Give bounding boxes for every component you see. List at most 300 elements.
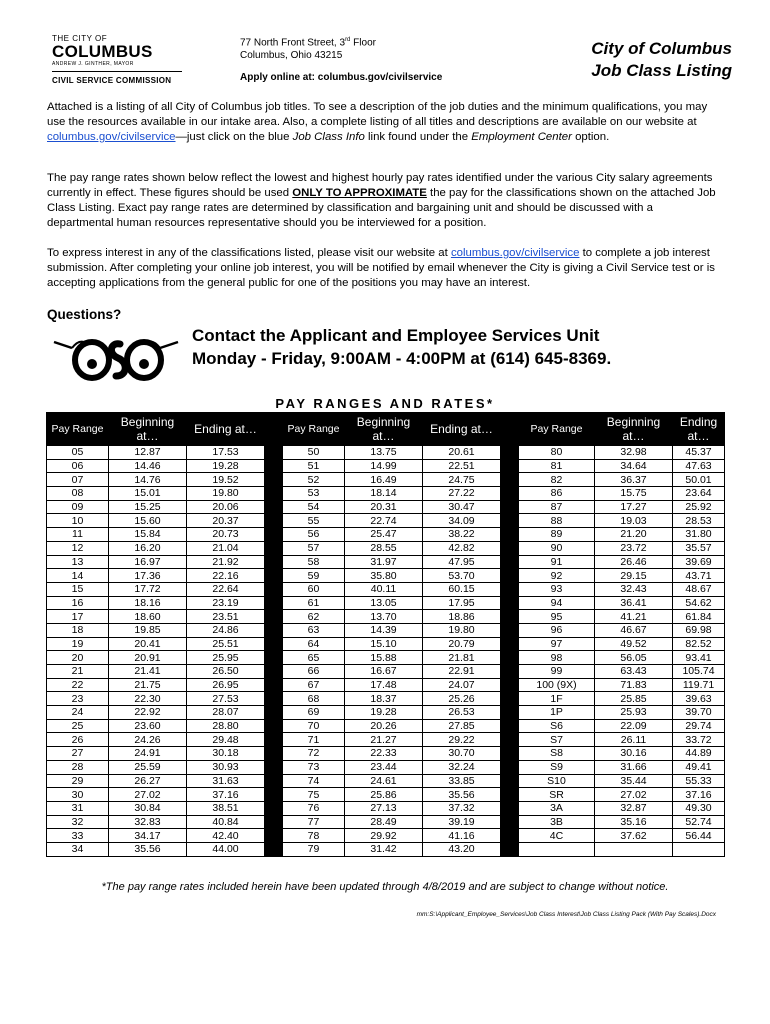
column-header: Ending at… [187,413,265,446]
table-cell: 47.95 [423,555,501,569]
column-separator [265,596,283,610]
table-cell: 20.79 [423,637,501,651]
column-separator [265,555,283,569]
column-separator [501,774,519,788]
table-cell: 79 [283,842,345,856]
column-separator [265,623,283,637]
column-separator [265,582,283,596]
column-separator [501,637,519,651]
table-cell: 67 [283,678,345,692]
table-row [47,500,725,514]
table-cell: 22.33 [345,747,423,761]
table-cell: 57 [283,541,345,555]
table-cell: 31.97 [345,555,423,569]
table-cell: 30.47 [423,500,501,514]
table-cell: 95 [519,610,595,624]
column-separator [265,678,283,692]
table-cell: 15.84 [109,528,187,542]
table-row [47,528,725,542]
table-cell: 15.60 [109,514,187,528]
table-cell: 72 [283,747,345,761]
table-cell: 61.84 [673,610,725,624]
table-cell: 68 [283,692,345,706]
table-row [47,665,725,679]
table-cell: 39.63 [673,692,725,706]
table-cell: 19.28 [345,706,423,720]
table-cell: 100 (9X) [519,678,595,692]
table-cell: 34.17 [109,829,187,843]
table-cell: 50.01 [673,473,725,487]
column-header: Beginning at… [595,413,673,446]
table-cell: 16.49 [345,473,423,487]
table-cell: 32 [47,815,109,829]
table-row [47,760,725,774]
contact-info [192,324,611,370]
table-cell: 24.75 [423,473,501,487]
table-cell: 23.60 [109,719,187,733]
table-cell: 59 [283,569,345,583]
title-line1: City of Columbus [591,39,732,58]
table-cell: 24 [47,706,109,720]
table-cell: 27.22 [423,487,501,501]
table-cell: 32.43 [595,582,673,596]
table-cell: 31.66 [595,760,673,774]
table-cell: 52.74 [673,815,725,829]
table-header-row [47,413,725,446]
table-cell: 17.72 [109,582,187,596]
table-cell: 73 [283,760,345,774]
table-cell: 20.73 [187,528,265,542]
table-cell: 36.37 [595,473,673,487]
column-separator [501,446,519,460]
table-cell: 49.41 [673,760,725,774]
table-cell: 17 [47,610,109,624]
table-row [47,678,725,692]
table-cell: 22.91 [423,665,501,679]
table-cell: 13 [47,555,109,569]
column-separator [501,623,519,637]
table-cell: 69 [283,706,345,720]
column-separator [265,610,283,624]
table-cell: 28.80 [187,719,265,733]
column-separator [501,842,519,856]
table-cell: 21.41 [109,665,187,679]
p2-text-b: the pay for the classifications shown on the attached Job Class Listing. Exact pay range rates are determined by classification and bargaining unit and should be discussed with a departmental human resources representative should you be interviewed for a position. [47,187,716,229]
table-cell: 17.95 [423,596,501,610]
column-separator [265,446,283,460]
civilservice-link[interactable]: columbus.gov/civilservice [47,131,176,143]
table-cell: 35.56 [109,842,187,856]
table-cell: 13.70 [345,610,423,624]
table-cell: 29 [47,774,109,788]
table-cell: 88 [519,514,595,528]
table-cell [595,842,673,856]
table-cell: 36.41 [595,596,673,610]
column-separator [501,555,519,569]
table-cell: 25.93 [595,706,673,720]
table-cell: 33.85 [423,774,501,788]
table-cell: 30.70 [423,747,501,761]
table-cell: 21.81 [423,651,501,665]
contact-line1: Contact the Applicant and Employee Services Unit [192,326,600,345]
table-cell: 22.30 [109,692,187,706]
table-cell: 29.92 [345,829,423,843]
column-separator [265,637,283,651]
column-separator [265,733,283,747]
table-cell: 18.16 [109,596,187,610]
column-separator [265,788,283,802]
table-cell: 14.99 [345,459,423,473]
table-cell: 41.16 [423,829,501,843]
table-cell: 32.87 [595,801,673,815]
table-cell: 26.27 [109,774,187,788]
table-cell: 71 [283,733,345,747]
table-cell: 25.51 [187,637,265,651]
table-cell: 45.37 [673,446,725,460]
table-row [47,651,725,665]
column-separator [501,610,519,624]
table-row [47,774,725,788]
document-title [591,38,732,82]
table-cell: 31.63 [187,774,265,788]
table-cell: 21.04 [187,541,265,555]
table-cell: 29.22 [423,733,501,747]
table-cell: 28.53 [673,514,725,528]
table-cell: 90 [519,541,595,555]
intro-paragraph-1 [47,100,722,145]
table-cell: 19 [47,637,109,651]
column-separator [265,842,283,856]
column-separator [501,500,519,514]
table-cell: 26.53 [423,706,501,720]
table-cell: 27.02 [109,788,187,802]
table-cell: 51 [283,459,345,473]
table-cell: 25.86 [345,788,423,802]
table-cell: 27 [47,747,109,761]
column-separator [265,719,283,733]
table-cell: 55 [283,514,345,528]
column-header: Pay Range [519,413,595,446]
pay-table-title: PAY RANGES AND RATES* [275,396,495,411]
contact-line2: Monday - Friday, 9:00AM - 4:00PM at (614) 645-8369. [192,349,612,368]
table-cell: 17.48 [345,678,423,692]
table-cell: 24.07 [423,678,501,692]
table-cell: 28.55 [345,541,423,555]
table-cell: 23.64 [673,487,725,501]
table-cell: 25.26 [423,692,501,706]
page-header [52,30,732,90]
table-cell: 15 [47,582,109,596]
table-cell: 13.05 [345,596,423,610]
table-cell: 87 [519,500,595,514]
table-cell: 13.75 [345,446,423,460]
table-cell: 19.52 [187,473,265,487]
table-cell: 19.80 [423,623,501,637]
table-cell: 91 [519,555,595,569]
table-cell: 44.00 [187,842,265,856]
table-cell: 17.27 [595,500,673,514]
table-cell: 40.84 [187,815,265,829]
table-cell: 14.39 [345,623,423,637]
table-cell: 20.26 [345,719,423,733]
table-row [47,801,725,815]
column-separator [265,829,283,843]
table-row [47,733,725,747]
table-cell: 38.51 [187,801,265,815]
title-line2: Job Class Listing [591,61,732,80]
column-separator [265,459,283,473]
table-cell: 70 [283,719,345,733]
table-cell: 39.69 [673,555,725,569]
column-separator [265,487,283,501]
column-separator [501,801,519,815]
table-cell: 80 [519,446,595,460]
column-header: Beginning at… [109,413,187,446]
table-cell: 3B [519,815,595,829]
table-cell: 15.25 [109,500,187,514]
column-separator [265,473,283,487]
table-row [47,788,725,802]
table-cell: 65 [283,651,345,665]
table-cell: 15.10 [345,637,423,651]
table-cell: 19.80 [187,487,265,501]
table-cell: 42.82 [423,541,501,555]
table-cell: 30 [47,788,109,802]
column-separator [501,829,519,843]
table-cell: 4C [519,829,595,843]
table-cell: 24.86 [187,623,265,637]
table-cell: 1P [519,706,595,720]
footnote: *The pay range rates included herein have been updated through 4/8/2019 and are subject to change without notice. [101,881,669,893]
table-cell: 41.21 [595,610,673,624]
table-cell: 56.05 [595,651,673,665]
table-cell: 96 [519,623,595,637]
table-cell: 15.01 [109,487,187,501]
table-cell: 56 [283,528,345,542]
table-cell: 27.53 [187,692,265,706]
table-cell: 54.62 [673,596,725,610]
table-cell: 93 [519,582,595,596]
table-cell: 105.74 [673,665,725,679]
table-cell: 21.75 [109,678,187,692]
table-cell: 50 [283,446,345,460]
table-cell: 15.75 [595,487,673,501]
table-cell: 35.16 [595,815,673,829]
table-cell: 60 [283,582,345,596]
column-separator [501,514,519,528]
table-cell: 23.44 [345,760,423,774]
table-cell: 20.37 [187,514,265,528]
table-cell: 27.02 [595,788,673,802]
column-separator [265,528,283,542]
table-cell: 22.74 [345,514,423,528]
table-cell: 89 [519,528,595,542]
table-cell: 43.71 [673,569,725,583]
table-cell: 21.20 [595,528,673,542]
table-cell: 49.30 [673,801,725,815]
column-separator [265,500,283,514]
table-cell: 23.72 [595,541,673,555]
table-cell: 24.61 [345,774,423,788]
p3-text-a: To express interest in any of the classifications listed, please visit our website at [47,247,451,259]
p3-text-b: to complete a job interest submission. After completing your online job interest, you will be notified by email whenever the City is giving a Civil Service test or is accepting applications from the general public for one of the positions you may have an interest. [47,247,715,289]
table-cell: 05 [47,446,109,460]
table-cell: 23.51 [187,610,265,624]
table-cell: 19.28 [187,459,265,473]
column-separator [265,774,283,788]
column-separator [501,678,519,692]
table-cell: S8 [519,747,595,761]
table-cell: 20.31 [345,500,423,514]
table-cell: 40.11 [345,582,423,596]
table-cell: 81 [519,459,595,473]
column-separator [501,569,519,583]
table-cell: 10 [47,514,109,528]
table-cell: 94 [519,596,595,610]
table-cell: 22.64 [187,582,265,596]
table-cell: S7 [519,733,595,747]
table-cell: 28.07 [187,706,265,720]
column-header: Beginning at… [345,413,423,446]
column-separator [501,651,519,665]
column-separator [265,692,283,706]
city-logo [52,34,192,85]
table-cell: 63 [283,623,345,637]
table-cell: 07 [47,473,109,487]
column-separator [501,487,519,501]
table-row [47,514,725,528]
table-row [47,555,725,569]
intro-paragraph-2 [47,171,722,231]
table-cell: 37.32 [423,801,501,815]
logo-divider [52,71,182,72]
table-row [47,446,725,460]
logo-line-city-of: THE CITY OF [52,34,108,43]
table-cell: 16.97 [109,555,187,569]
table-cell: 53 [283,487,345,501]
table-cell: 82 [519,473,595,487]
table-cell: 30.18 [187,747,265,761]
table-cell: 16.20 [109,541,187,555]
table-cell: 25.85 [595,692,673,706]
table-cell: 42.40 [187,829,265,843]
table-cell: 33 [47,829,109,843]
table-cell: 34.64 [595,459,673,473]
table-row [47,692,725,706]
table-cell: 27.85 [423,719,501,733]
table-cell: 78 [283,829,345,843]
table-cell: 14 [47,569,109,583]
address-line1-end: Floor [350,37,376,49]
table-cell: 34 [47,842,109,856]
table-cell: 37.16 [673,788,725,802]
table-cell: 93.41 [673,651,725,665]
table-row [47,569,725,583]
column-separator [501,473,519,487]
table-cell: 47.63 [673,459,725,473]
table-cell: S6 [519,719,595,733]
p2-emphasis: ONLY TO APPROXIMATE [292,187,427,199]
table-row [47,582,725,596]
table-row [47,610,725,624]
logo-line-commission: CIVIL SERVICE COMMISSION [52,76,172,85]
civilservice-link-2[interactable]: columbus.gov/civilservice [450,247,580,259]
table-cell: 17.36 [109,569,187,583]
column-separator [501,760,519,774]
table-cell: 75 [283,788,345,802]
column-separator [501,413,519,446]
table-cell: 26.11 [595,733,673,747]
table-cell: 71.83 [595,678,673,692]
table-cell: 63.43 [595,665,673,679]
table-cell: 08 [47,487,109,501]
table-cell: 25.95 [187,651,265,665]
address-line2: Columbus, Ohio 43215 [240,50,343,62]
column-separator [501,596,519,610]
column-separator [501,692,519,706]
table-cell: 49.52 [595,637,673,651]
table-cell: S10 [519,774,595,788]
table-cell: 37.62 [595,829,673,843]
table-cell: 11 [47,528,109,542]
table-cell: 18.86 [423,610,501,624]
table-cell: 32.83 [109,815,187,829]
table-cell: 28.49 [345,815,423,829]
table-cell: 39.70 [673,706,725,720]
table-cell: 86 [519,487,595,501]
column-separator [501,459,519,473]
table-cell: 18.14 [345,487,423,501]
column-header: Ending at… [673,413,725,446]
table-cell: 26.95 [187,678,265,692]
table-cell: 30.93 [187,760,265,774]
table-cell: 24.91 [109,747,187,761]
table-cell: 3A [519,801,595,815]
table-cell: 48.67 [673,582,725,596]
table-cell: 33.72 [673,733,725,747]
table-cell: 26.46 [595,555,673,569]
table-cell: 22 [47,678,109,692]
table-cell: 64 [283,637,345,651]
table-cell: 31 [47,801,109,815]
table-cell: 23.19 [187,596,265,610]
table-cell: 62 [283,610,345,624]
table-row [47,473,725,487]
table-cell: 24.26 [109,733,187,747]
p2-text-a: The pay range rates shown below reflect the lowest and highest hourly pay rates identified under the various City salary agreements currently in effect. These figures should be used [47,172,713,199]
table-cell: 29.48 [187,733,265,747]
p1-italic-employment-center: Employment Center [471,131,572,143]
column-separator [501,747,519,761]
table-cell: 66 [283,665,345,679]
table-cell: 34.09 [423,514,501,528]
table-cell: 21.92 [187,555,265,569]
column-separator [265,569,283,583]
table-cell: 54 [283,500,345,514]
table-cell: 22.16 [187,569,265,583]
column-separator [501,719,519,733]
table-row [47,596,725,610]
p1-text-b: —just click on the blue [175,131,293,143]
column-separator [265,541,283,555]
table-row [47,747,725,761]
table-cell: 35.57 [673,541,725,555]
table-cell: 35.56 [423,788,501,802]
column-separator [265,747,283,761]
table-cell: 31.42 [345,842,423,856]
table-cell: 20 [47,651,109,665]
table-cell: 32.98 [595,446,673,460]
